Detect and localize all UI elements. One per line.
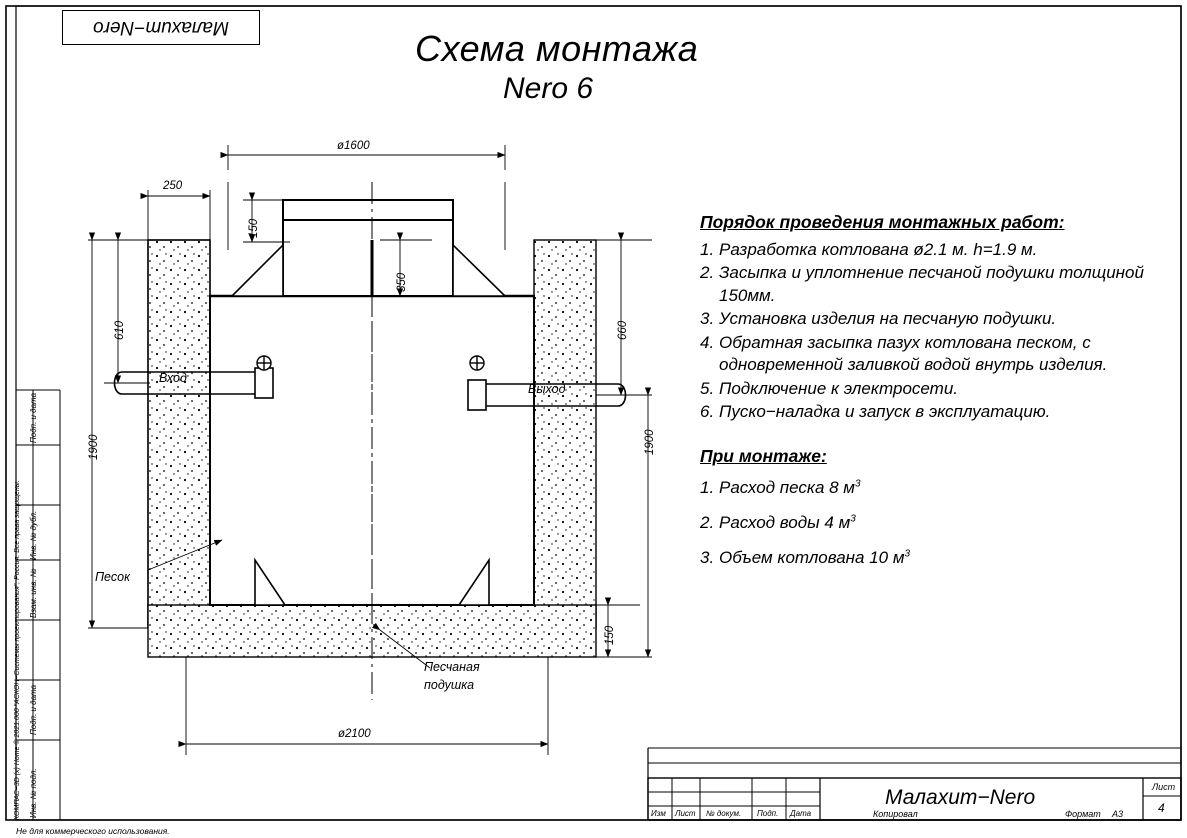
strip-row-podp-data-1: Подп. и дата [29, 392, 38, 443]
logo-text: Малахит−Nero [93, 17, 229, 39]
panel-steps-list [700, 239, 1170, 424]
dim-top-diameter: ø1600 [337, 140, 370, 152]
panel-heading: Порядок проведения монтажных работ: [700, 212, 1065, 232]
callout-sand-pillow-line1: Песчаная [424, 660, 480, 674]
list-item [700, 308, 1170, 330]
material-unit-exponent: 3 [850, 513, 856, 525]
material-unit-exponent: 3 [904, 548, 911, 560]
tb-format-label: Формат [1065, 809, 1101, 819]
tb-col-dokum: № докум. [706, 809, 742, 818]
title-line-2: Nero 6 [503, 72, 594, 105]
step-text: Обратная засыпка пазух котлована песком, с одновременной заливкой водой внутрь изделия. [719, 332, 1108, 375]
dim-neck-depth: 350 [396, 272, 408, 292]
callout-sand: Песок [95, 570, 130, 584]
tb-col-list: Лист [675, 809, 696, 818]
step-number: 1. [700, 240, 715, 259]
dim-total-depth: 1900 [88, 434, 100, 460]
dim-outlet-depth: 660 [617, 320, 629, 340]
strip-row-inv-podl: Инв. № подл. [29, 768, 38, 818]
tb-sheet-label: Лист [1152, 782, 1176, 792]
list-item [700, 332, 1170, 377]
material-number: 2. [700, 512, 715, 532]
logo-box [62, 10, 260, 45]
step-text: Подключение к электросети. [719, 378, 959, 398]
step-number: 6. [700, 402, 715, 422]
list-item [700, 262, 1170, 307]
dim-sand-bed: 150 [604, 625, 616, 645]
step-number: 2. [700, 263, 715, 283]
page-title [415, 28, 835, 106]
tb-col-izm: Изм [651, 809, 666, 818]
tb-copied-label: Копировал [873, 809, 918, 819]
list-item [700, 547, 1170, 569]
step-text: Разработка котлована ø2.1 м. h=1.9 м. [719, 240, 1038, 259]
strip-row-inv-dubl: Инв. № дубл. [29, 510, 38, 560]
installation-instructions-panel [700, 212, 1170, 583]
tb-col-podp: Подп. [757, 809, 779, 818]
step-text: Установка изделия на песчаную подушки. [719, 309, 1057, 329]
list-item [700, 477, 1170, 499]
material-text: Объем котлована 10 м [719, 548, 905, 568]
list-item [700, 239, 1170, 261]
callout-sand-pillow-line2: подушка [424, 678, 475, 692]
tb-brand: Малахит−Nero [885, 786, 1036, 809]
step-number: 3. [700, 309, 715, 329]
callout-outlet: Выход [528, 382, 566, 396]
dim-neck-height: 150 [248, 218, 260, 238]
panel-materials-list [700, 477, 1170, 570]
material-number: 3. [700, 548, 715, 568]
title-line-1: Схема монтажа [415, 28, 699, 69]
material-unit-exponent: 3 [854, 477, 861, 489]
material-text: Расход воды 4 м [719, 512, 851, 532]
dim-left-offset: 250 [163, 180, 183, 192]
tb-format-value: А3 [1112, 809, 1124, 819]
step-number: 4. [700, 332, 715, 352]
step-number: 5. [700, 378, 715, 398]
panel-heading-2: При монтаже: [700, 445, 827, 466]
dim-total-depth-right: 1900 [644, 429, 656, 455]
list-item [700, 512, 1170, 534]
material-text: Расход песка 8 м [719, 477, 855, 497]
strip-row-vzam-inv: Взам. инв. № [29, 568, 38, 618]
material-number: 1. [700, 477, 715, 497]
step-text: Пуско−наладка и запуск в эксплуатацию. [719, 402, 1051, 422]
dim-bottom-diameter: ø2100 [338, 728, 371, 740]
strip-row-podp-data-2: Подп. и дата [29, 684, 38, 735]
dim-inlet-depth: 610 [114, 320, 126, 340]
list-item [700, 401, 1170, 423]
footer-note: Не для коммерческого использования. [16, 826, 170, 836]
tb-sheet-value: 4 [1158, 801, 1165, 815]
list-item [700, 378, 1170, 400]
strip-copyright: КОМПАС−3D (x) Home © 2021.000 "AСКОН−Системы проектирования", Россия. Все права защищены. [14, 480, 21, 820]
tb-col-data: Дата [790, 809, 812, 818]
step-text: Засыпка и уплотнение песчаной подушки толщиной 150мм. [719, 263, 1144, 305]
callout-inlet: Вход [159, 371, 187, 385]
